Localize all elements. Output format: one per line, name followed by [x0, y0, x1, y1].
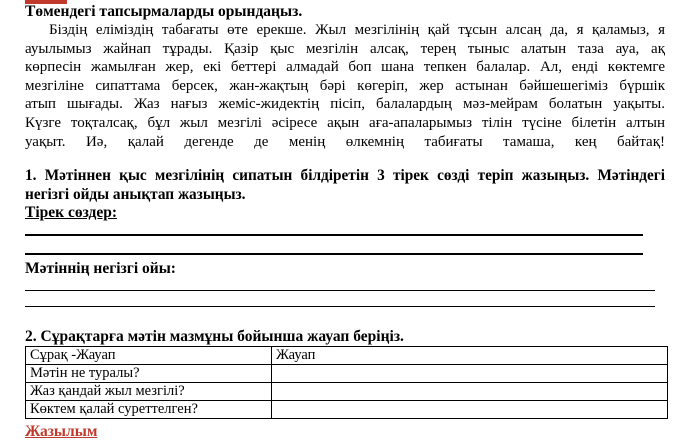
table-row	[26, 383, 668, 401]
passage-line: уақыт. Иә, қалай дегенде де менің өлкемнің табиғаты тамаша, кең байтақ!	[25, 133, 665, 150]
answer-line[interactable]	[25, 290, 655, 291]
table-header-cell: Сұрақ -Жауап	[26, 347, 272, 365]
passage-line: Күзге тоқталсақ, бұл жыл мезгілі әсіресе ақын аға-апаларымыз тілін түсіне білетін алтын	[25, 114, 665, 131]
passage-line: Біздің еліміздің табағаты өте ерекше. Жыл мезгілінің қай тұсын алсаң да, я қаламыз, я	[49, 22, 665, 38]
passage-line: көрпесін жамылған жер, екі беттері алмадай боп шана тепкен балалар. Ал, енді көктемге	[25, 59, 665, 76]
key-words-label: Тірек сөздер:	[25, 204, 118, 221]
passage-line: мезгіліне сипаттама берсек, жан-жақтың бәрі көгеріп, жер астынан бәйшешегіміз бүршік	[25, 77, 665, 94]
question-1	[25, 166, 665, 204]
question-cell: Жаз қандай жыл мезгілі?	[26, 383, 272, 401]
table-row	[26, 365, 668, 383]
question-cell: Мәтін не туралы?	[26, 365, 272, 383]
question-1-line: 1. Мәтіннен қыс мезгілінің сипатын білдіретін 3 тірек сөзді теріп жазыңыз. Мәтіндегі	[25, 167, 665, 184]
passage-line: атып шығады. Жаз нағыз жеміс-жидектің пісіп, балалардың мәз-мейрам болатын уақыты.	[25, 96, 665, 113]
task-heading: Төмендегі тапсырмаларды орындаңыз.	[25, 3, 303, 20]
answer-line[interactable]	[25, 253, 643, 255]
answer-cell[interactable]	[272, 383, 668, 401]
writing-section-link[interactable]: Жазылым	[25, 423, 98, 440]
question-cell: Көктем қалай суреттелген?	[26, 401, 272, 419]
table-row	[26, 401, 668, 419]
table-header-cell: Жауап	[272, 347, 668, 365]
table-header-row	[26, 347, 668, 365]
qa-table	[25, 346, 668, 419]
answer-cell[interactable]	[272, 401, 668, 419]
passage-text	[25, 21, 665, 151]
main-idea-label: Мәтіннің негізгі ойы:	[25, 260, 176, 277]
answer-line[interactable]	[25, 234, 643, 236]
answer-line[interactable]	[25, 306, 655, 307]
passage-line: ауылымыз жайнап тұрады. Қазір қыс мезгілін алсақ, терең тыныс алатын таза ауа, ақ	[25, 40, 665, 57]
question-2: 2. Сұрақтарға мәтін мазмұны бойынша жауап беріңіз.	[25, 328, 404, 345]
answer-cell[interactable]	[272, 365, 668, 383]
question-1-line: негізгі ойды анықтап жазыңыз.	[25, 186, 246, 203]
